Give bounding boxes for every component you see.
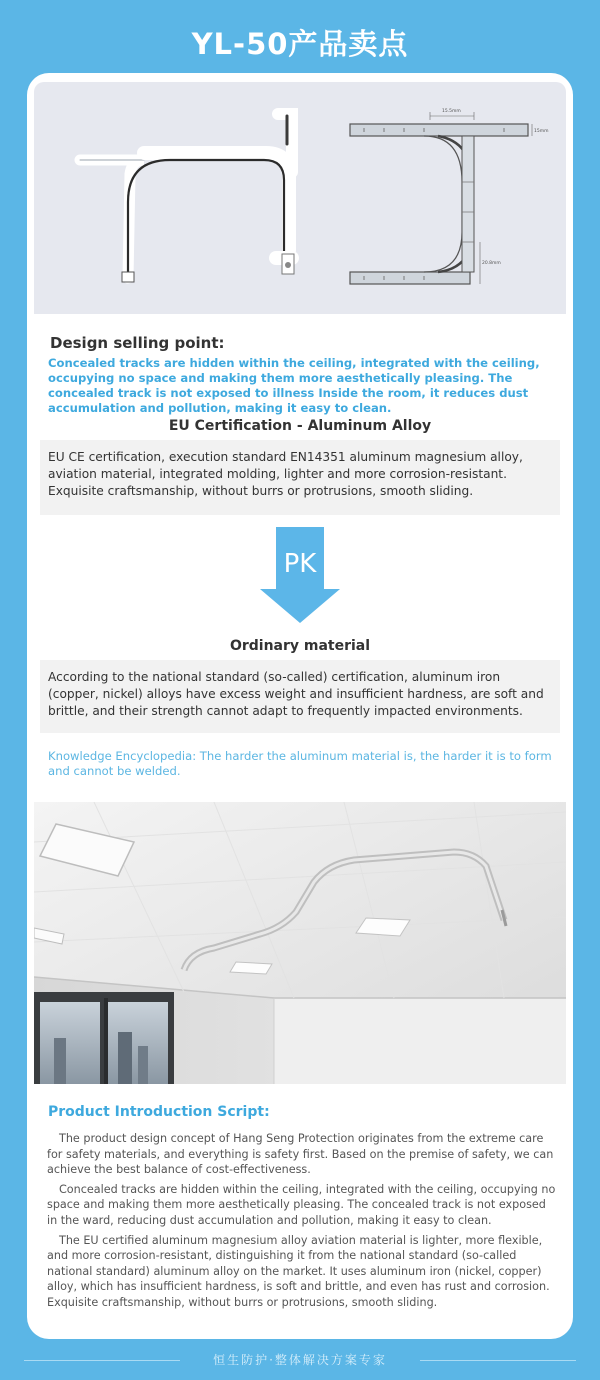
intro-paragraph: Concealed tracks are hidden within the ceiling, integrated with the ceiling, occupying no space and making them more aesthetically pleasing. The concealed track is not exposed in the ward, reducing dust accumulation and pollution, making it easy to clean. bbox=[47, 1182, 556, 1227]
eu-certification-text: EU CE certification, execution standard EN14351 aluminum magnesium alloy, aviation material, integrated molding, lighter and more corrosion-resistant. Exquisite craftsmanship, without burrs or protrusions, smooth sliding. bbox=[40, 440, 560, 515]
product-introduction-heading: Product Introduction Script: bbox=[48, 1104, 270, 1120]
curved-track-illustration bbox=[80, 114, 294, 282]
pk-label: PK bbox=[283, 549, 317, 579]
dimension-label-side: 20.8mm bbox=[482, 261, 501, 266]
intro-paragraph: The product design concept of Hang Seng Protection originates from the extreme care for safety materials, and everything is safety first. Based on the premise of safety, we can achieve the best balance of cost-effectiveness. bbox=[47, 1132, 554, 1177]
product-diagram bbox=[34, 82, 566, 314]
ordinary-material-heading: Ordinary material bbox=[229, 638, 371, 654]
design-selling-point-heading: Design selling point: bbox=[50, 334, 225, 352]
track-drawing bbox=[34, 82, 566, 314]
ordinary-material-text: According to the national standard (so-called) certification, aluminum iron (copper, nickel) alloys have excess weight and insufficient hardness, are soft and brittle, and their strength cannot adapt to frequently impacted environments. bbox=[40, 660, 560, 733]
page-title: YL-50产品卖点 bbox=[191, 27, 409, 61]
dimension-label-right: 15mm bbox=[534, 129, 549, 134]
product-introduction-body bbox=[47, 1131, 559, 1315]
room-ceiling-photo bbox=[34, 802, 566, 1084]
intro-paragraph: The EU certified aluminum magnesium alloy aviation material is lighter, more flexible, and more corrosion-resistant, distinguishing it from the national standard (so-called national standard) aluminum alloy on the market. It uses aluminum iron (nickel, copper) alloy, which has insufficient hardness, is soft and brittle, and even has rust and corrosion. Exquisite craftsmanship, without burrs or protrusions, smooth sliding. bbox=[47, 1233, 550, 1309]
pk-arrow bbox=[260, 527, 340, 623]
design-selling-point-text: Concealed tracks are hidden within the ceiling, integrated with the ceiling, occupying no space and making them more aesthetically pleasing. The concealed track is not exposed to illness Inside the room, it reduces dust accumulation and pollution, making it easy to clean. bbox=[48, 356, 540, 415]
ceiling-track-image bbox=[34, 802, 566, 1084]
footer-slogan: 恒生防护·整体解决方案专家 bbox=[213, 1353, 387, 1367]
dimension-label-top: 15.5mm bbox=[442, 109, 461, 114]
knowledge-encyclopedia-note: Knowledge Encyclopedia: The harder the aluminum material is, the harder it is to form and cannot be welded. bbox=[48, 749, 552, 778]
eu-certification-heading: EU Certification - Aluminum Alloy bbox=[168, 418, 432, 434]
technical-section-drawing bbox=[350, 108, 549, 284]
